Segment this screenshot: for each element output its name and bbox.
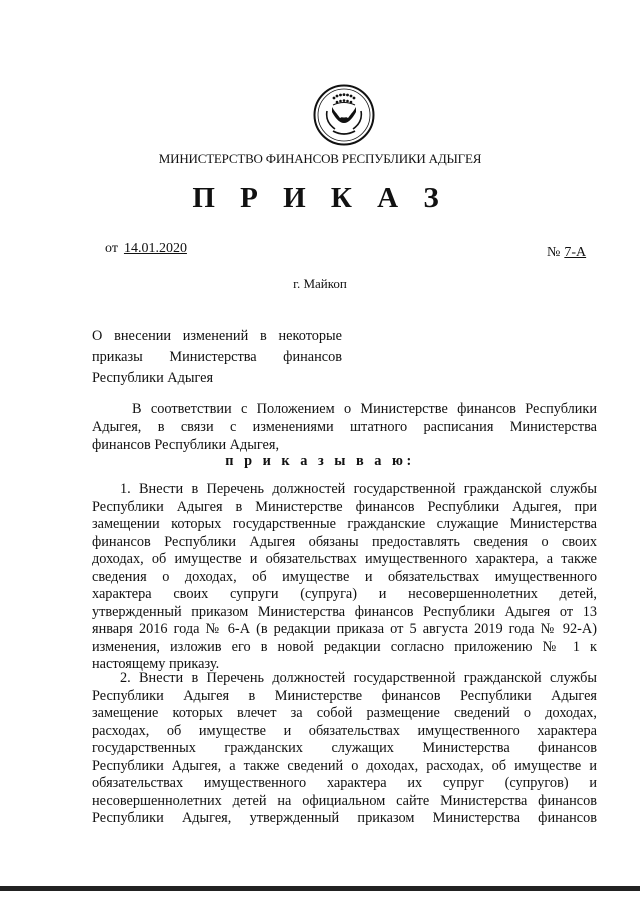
item-line: января 2016 года № 6-А (в редакции приказа от 5 августа 2019 года № 92-А) <box>92 621 597 637</box>
date-value: 14.01.2020 <box>123 241 187 256</box>
item-line: доходах, об имуществе и обязательствах имущественного характера, а также <box>92 551 597 567</box>
number-value: 7-А <box>564 245 587 260</box>
subject-line: О внесении изменений в некоторые <box>92 328 342 344</box>
item-line: 1. Внести в Перечень должностей государственной гражданской службы <box>120 481 597 497</box>
item-line: государственных гражданских служащих Министерства финансов <box>92 740 597 756</box>
republic-of-adygea-coat-of-arms-icon <box>313 84 375 146</box>
number-prefix: № <box>547 245 561 260</box>
order-date <box>105 241 187 257</box>
item-line: характера своих супруги (супруга) и несовершеннолетних детей, <box>92 586 597 602</box>
order-item-2 <box>92 670 597 828</box>
item-line: утвержденный приказом Министерства финансов Республики Адыгея от 13 <box>92 603 597 620</box>
document-title: П Р И К А З <box>192 182 448 214</box>
item-line: замещение которых влечет за собой размещение сведений о доходах, <box>92 705 597 721</box>
item-line: расходах, об имуществе и обязательствах имущественного характера <box>92 722 597 739</box>
city: г. Майкоп <box>293 276 347 291</box>
item-line: обязательствах имущественного характера их супруг (супругов) и <box>92 775 597 791</box>
item-line: Республики Адыгея в Министерстве финансов Республики Адыгея <box>92 687 597 704</box>
item-line: настоящему приказу. <box>92 656 220 672</box>
order-subject <box>92 326 342 389</box>
item-line: несовершеннолетних детей на официальном сайте Министерства финансов <box>92 792 597 809</box>
subject-line: приказы Министерства финансов <box>92 349 342 365</box>
order-item-1 <box>92 481 597 674</box>
item-line: финансов Республики Адыгея обязаны предоставлять сведения о своих <box>92 533 597 550</box>
orders-heading: п р и к а з ы в а ю: <box>225 453 415 469</box>
item-line: замещении которых государственные гражданские служащие Министерства <box>92 516 597 532</box>
date-prefix: от <box>105 241 118 256</box>
item-line: 2. Внести в Перечень должностей государственной гражданской службы <box>120 670 597 686</box>
ministry-name: МИНИСТЕРСТВО ФИНАНСОВ РЕСПУБЛИКИ АДЫГЕЯ <box>158 151 482 166</box>
preamble-line: Адыгея, в связи с изменениями штатного расписания Министерства <box>92 419 597 435</box>
preamble <box>92 400 597 454</box>
item-line: Республики Адыгея в Министерстве финансов Республики Адыгея, при <box>92 498 597 515</box>
item-line: Республики Адыгея, утвержденный приказом Министерства финансов <box>92 810 597 826</box>
preamble-line: В соответствии с Положением о Министерстве финансов Республики <box>132 401 597 417</box>
order-number <box>547 245 586 261</box>
item-line: Республики Адыгея, а также сведений о доходах, расходах, об имуществе и <box>92 757 597 774</box>
subject-line: Республики Адыгея <box>92 370 214 386</box>
item-line: изменения, изложив его в новой редакции согласно приложению № 1 к <box>92 638 597 655</box>
preamble-line: финансов Республики Адыгея, <box>92 437 280 453</box>
item-line: сведения о доходах, об имуществе и обязательствах имущественного <box>92 568 597 585</box>
page-bottom-border <box>0 886 640 891</box>
